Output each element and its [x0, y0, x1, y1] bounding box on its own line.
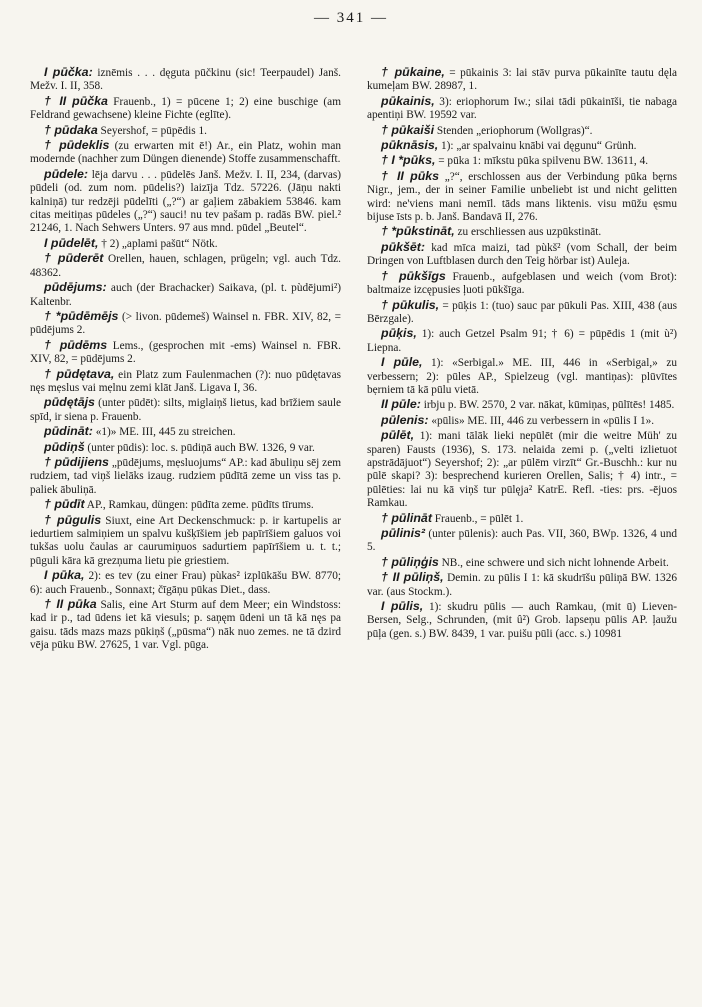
entry-text: Siuxt, eine Art Deckenschmuck: p. ir kartupelis ar iedurtiem salmiņiem un spalvu kušķīšiem jeb papīrīšiem galuos voi tukšas uolu čaulas ar caurumiņuos sadurtiem papīrīšiem u. t. t.; pūguli kāra kā grezņuma lietu pie griestiem. — [30, 514, 341, 567]
dictionary-entry — [367, 170, 677, 225]
dictionary-entry — [367, 429, 677, 510]
dictionary-entry — [30, 498, 341, 512]
entry-headword: pūdele: — [44, 166, 89, 181]
entry-text: Stenden „eriophorum (Wollgras)“. — [434, 124, 593, 137]
entry-text: Lems., (gesprochen mit -ems) Wainsel n. FBR. XIV, 82, = pūdējums 2. — [30, 339, 341, 366]
entry-text: Salis, eine Art Sturm auf dem Meer; ein Windstoss: kad ir p., tad ūdens iet kā viesuls; p. saņęm ūdeni un tā kā nęs pa gaisu. tāds mazs mazs pūkiņš („pūsma“) nāk nuo zemes. ne tā dzird vēja pūku BW. 27625, 1 var. Vgl. pūga. — [30, 599, 341, 652]
entry-headword: † pūdeklis — [44, 138, 110, 153]
dictionary-entry — [367, 512, 677, 526]
entry-text: «pūlis» ME. III, 446 zu verbessern in «pūlis I 1». — [428, 414, 655, 427]
dictionary-entry — [367, 241, 677, 269]
dictionary-entry — [30, 310, 341, 338]
entry-headword: † pūkaine, — [381, 66, 445, 79]
dictionary-entry — [30, 425, 341, 439]
entry-text: = pūķis 1: (tuo) sauc par pūkuli Pas. XIII, 438 (aus Bērzgale). — [367, 299, 677, 325]
dictionary-entry — [367, 225, 677, 239]
dictionary-entry — [30, 569, 341, 597]
dictionary-entry — [367, 527, 677, 555]
entry-headword: † *pūkstināt, — [381, 224, 455, 239]
dictionary-entry — [30, 237, 341, 251]
entry-headword: pūdināt: — [44, 424, 93, 439]
entry-headword: † pūkulis, — [381, 297, 440, 312]
entry-headword: † pūlināt — [381, 510, 432, 525]
entry-text: Frauenb., aufgeblasen und weich (vom Brot): baltmaize izcępusies ļuoti pūkšīga. — [367, 270, 677, 297]
dictionary-entry — [30, 396, 341, 424]
entry-text: lēja darvu . . . pūdelēs Janš. Mežv. I. II, 234, (darvas) pūdeli (od. zum nom. pūdelis?) laizīja Tdz. 57226. (Jāņu nakti kalniņā) tur redzēji pūdelīti („?“) ar gaļiem zābakiem 53846. kam citas meitiņas pūdeles („?“) sauci! nu tev pašam p. radās BW. piel.² 21246, 1. Nach Sehwers Unters. 97 aus mnd. pūdel „Beutel“. — [30, 168, 341, 235]
entry-text: Frauenb., 1) = pūcene 1; 2) eine buschige (am Feldrand gewachsene) kleine Fichte (eglīte). — [30, 95, 341, 122]
left-column — [30, 66, 341, 996]
entry-headword: † pūdīt — [44, 497, 85, 512]
dictionary-entry — [367, 139, 677, 153]
dictionary-entry — [367, 66, 677, 94]
entry-text: (zu erwarten mit ē!) Ar., ein Platz, wohin man modernde (nachher zum Düngen dienende) Stoffe zusammenschafft. — [30, 140, 341, 166]
page-number: — 341 — — [314, 10, 388, 26]
entry-text: (unter pūlenis): auch Pas. VII, 360, BWp. 1326, 4 und 5. — [367, 528, 677, 554]
dictionary-entry — [367, 556, 677, 570]
entry-headword: I pūdelēt, — [44, 235, 99, 250]
entry-text: „pūdējums, mẹsluojums“ AP.: kad ābuliņu sēj zem rudziem, tad viņš lielāks izaug. rudziem pūdītā zeme un viss tas p. paliek ābuliņā. — [30, 456, 341, 496]
entry-headword: pūdējums: — [44, 280, 107, 295]
entry-text: 3): eriophorum Iw.; silai tādi pūkainīši, tie nabaga apentiņi BW. 19592 var. — [367, 95, 677, 122]
entry-headword: pūlinis² — [381, 526, 426, 540]
entry-text: (unter pūdēt): silts, miglaiņš lietus, kad brīžiem saule spīd, ir siena p. Frauenb. — [30, 397, 341, 423]
entry-headword: † pūkaiši — [381, 122, 435, 137]
dictionary-entry — [30, 252, 341, 280]
entry-text: ein Platz zum Faulenmachen (?): nuo pūdętavas nęs mẹslus vai mẹlnu zemi klāt Janš. Ligava I, 36. — [30, 368, 341, 394]
entry-text: Orellen, hauen, schlagen, prügeln; vgl. auch Tdz. 48362. — [30, 253, 341, 279]
entry-headword: I pūka, — [44, 568, 85, 583]
dictionary-entry — [367, 154, 677, 168]
entry-text: 1): „ar spalvainu knābi vai dęgunu“ Grünh. — [438, 140, 637, 153]
dictionary-entry — [30, 368, 341, 396]
right-column — [367, 66, 677, 996]
entry-text: = pūka 1: mīkstu pūka spilvenu BW. 13611, 4. — [435, 155, 649, 168]
entry-text: 1): «Serbigal.» ME. III, 446 in «Serbigal,» zu verbessern; 2): pūles AP., Spielzeug (vgl. mantiņas): plūvītes bẹrniem tā kā pūlu vietā. — [367, 357, 677, 396]
entry-headword: † pūdętava, — [44, 366, 115, 381]
dictionary-entry — [30, 95, 341, 123]
dictionary-entry — [367, 299, 677, 327]
entry-headword: † pūdēms — [44, 337, 108, 352]
dictionary-entry — [367, 270, 677, 298]
entry-text: AP., Ramkau, düngen: pūdīta zeme. pūdīts tīrums. — [84, 499, 314, 512]
entry-text: † 2) „aplami pašūt“ Nötk. — [98, 237, 218, 250]
entry-headword: † I *pūks, — [381, 153, 436, 168]
dictionary-entry — [367, 327, 677, 355]
entry-headword: I pūle, — [381, 355, 423, 370]
dictionary-entry — [367, 398, 677, 412]
dictionary-entry — [30, 281, 341, 309]
entry-headword: pūlēt, — [381, 428, 415, 443]
entry-headword: † pūgulis — [44, 512, 102, 527]
entry-headword: † pūdijiens — [44, 454, 109, 469]
entry-headword: † II pūks — [381, 168, 440, 183]
entry-text: (> livon. pūdemeš) Wainsel n. FBR. XIV, 82, = pūdējums 2. — [30, 310, 341, 337]
entry-headword: I pūčka: — [44, 66, 93, 79]
entry-text: 1): mani tālāk lieki nepūlēt (mir die weitre Müh' zu sparen) Fausts (1936), S. 173. nelaida zemi p. („velti izlietuot apstrādājuot“) Seyershof; 2): „ar pūlēm virzīt“ Gr.-Buschh.: kur nu pūlē skapi? 3): besprechend kurieren Orellen, Salis; † 4) intr., = pūlēties: lai nu kā viņš tur pūlęja² KatrE. Refl. -ties: prs. -ējuos Ramkau. — [367, 430, 677, 510]
dictionary-entry — [30, 514, 341, 569]
entry-headword: † II pūka — [44, 597, 97, 612]
entry-headword: † II pūliņš, — [381, 570, 444, 585]
entry-headword: † pūliņģis — [381, 554, 439, 569]
entry-text: auch (der Brachacker) Saikava, (pl. t. pùdējumi²) Kaltenbr. — [30, 282, 341, 308]
entry-text: «1)» ME. III, 445 zu streichen. — [92, 426, 236, 439]
entry-headword: II pūle: — [381, 397, 421, 412]
entry-headword: pūkainis, — [381, 93, 435, 108]
entry-text: iznēmis . . . dęguta pūčkinu (sic! Teerpaudel) Janš. Mežv. I. II, 358. — [30, 67, 341, 93]
entry-text: irbju p. BW. 2570, 2 var. nākat, kūmiņas, pūlītēs! 1485. — [420, 399, 675, 412]
dictionary-entry — [30, 66, 341, 94]
entry-text: „?“, erschlossen aus der Verbindung pūka bẹrns Nigr., jem., der in seiner Familie unbeliebt ist und nicht gelitten wird: ne'viens mani nemīl. tāds mans liktenis. visu mūžu ęsmu bijuse īsts p. b. Janš. Bandavā II, 276. — [367, 170, 677, 224]
entry-text: = pūkainis 3: lai stāv purva pūkainīte tautu dęla kumeļam BW. 28987, 1. — [367, 67, 677, 93]
entry-text: 1): auch Getzel Psalm 91; † 6) = pūpēdis 1 (mit ù²) Liepna. — [367, 328, 677, 354]
dictionary-entry — [30, 456, 341, 497]
dictionary-entry — [367, 571, 677, 599]
dictionary-entry — [367, 95, 677, 123]
entry-headword: † *pūdēmējs — [44, 308, 119, 323]
entry-headword: pūdiņš — [44, 439, 85, 454]
dictionary-entry — [30, 124, 341, 138]
dictionary-entry — [367, 414, 677, 428]
entry-headword: pūkšēt: — [381, 239, 426, 254]
entry-text: zu erschliessen aus uzpūkstināt. — [454, 226, 602, 239]
entry-headword: † pūkšīgs — [381, 268, 446, 283]
entry-text: kad mīca maizi, tad pùkš² (vom Schall, der beim Dringen von Luftblasen durch den Teig hörbar ist) Auleja. — [367, 241, 677, 268]
entry-headword: † pūdaka — [44, 122, 98, 137]
entry-text: 1): skudru pūlis — auch Ramkau, (mit ū) Lieven-Bersen, Selg., Schrunden, (mit û²) Grob. lapseņu pūlis AP. ļaužu pūļa (gen. s.) BW. 8439, 1 var. puišu pūli (acc. s.) 10981 — [367, 601, 677, 640]
dictionary-entry — [367, 600, 677, 641]
entry-text: Seyershof, = pūpēdis 1. — [97, 124, 208, 137]
entry-text: Frauenb., = pūlēt 1. — [431, 512, 524, 525]
entry-headword: I pūlis, — [381, 599, 424, 614]
entry-text: Demin. zu pūlis I 1: kā skudrīšu pūliņā BW. 1326 var. (aus Stockm.). — [367, 572, 677, 598]
entry-text: NB., eine schwere und sich nicht lohnende Arbeit. — [438, 556, 669, 569]
dictionary-entry — [367, 124, 677, 138]
entry-headword: pūdętājs — [44, 395, 95, 410]
dictionary-entry — [367, 356, 677, 397]
entry-headword: pūknāsis, — [381, 138, 439, 153]
entry-headword: † pūderēt — [44, 251, 104, 266]
entry-headword: † II pūčka — [44, 93, 108, 108]
dictionary-entry — [30, 598, 341, 653]
entry-headword: pūlenis: — [381, 412, 429, 427]
dictionary-entry — [30, 441, 341, 455]
entry-text: (unter pūdis): loc. s. pūdiņā auch BW. 1326, 9 var. — [84, 441, 315, 454]
entry-text: 2): es tev (zu einer Frau) pùkas² izplūkāšu BW. 8770; 6): auch Frauenb., Sonnaxt; čīgāņu pūkas Diet., dass. — [30, 570, 341, 596]
dictionary-entry — [30, 168, 341, 236]
dictionary-entry — [30, 339, 341, 367]
entry-headword: pūķis, — [381, 326, 417, 341]
dictionary-entry — [30, 139, 341, 167]
